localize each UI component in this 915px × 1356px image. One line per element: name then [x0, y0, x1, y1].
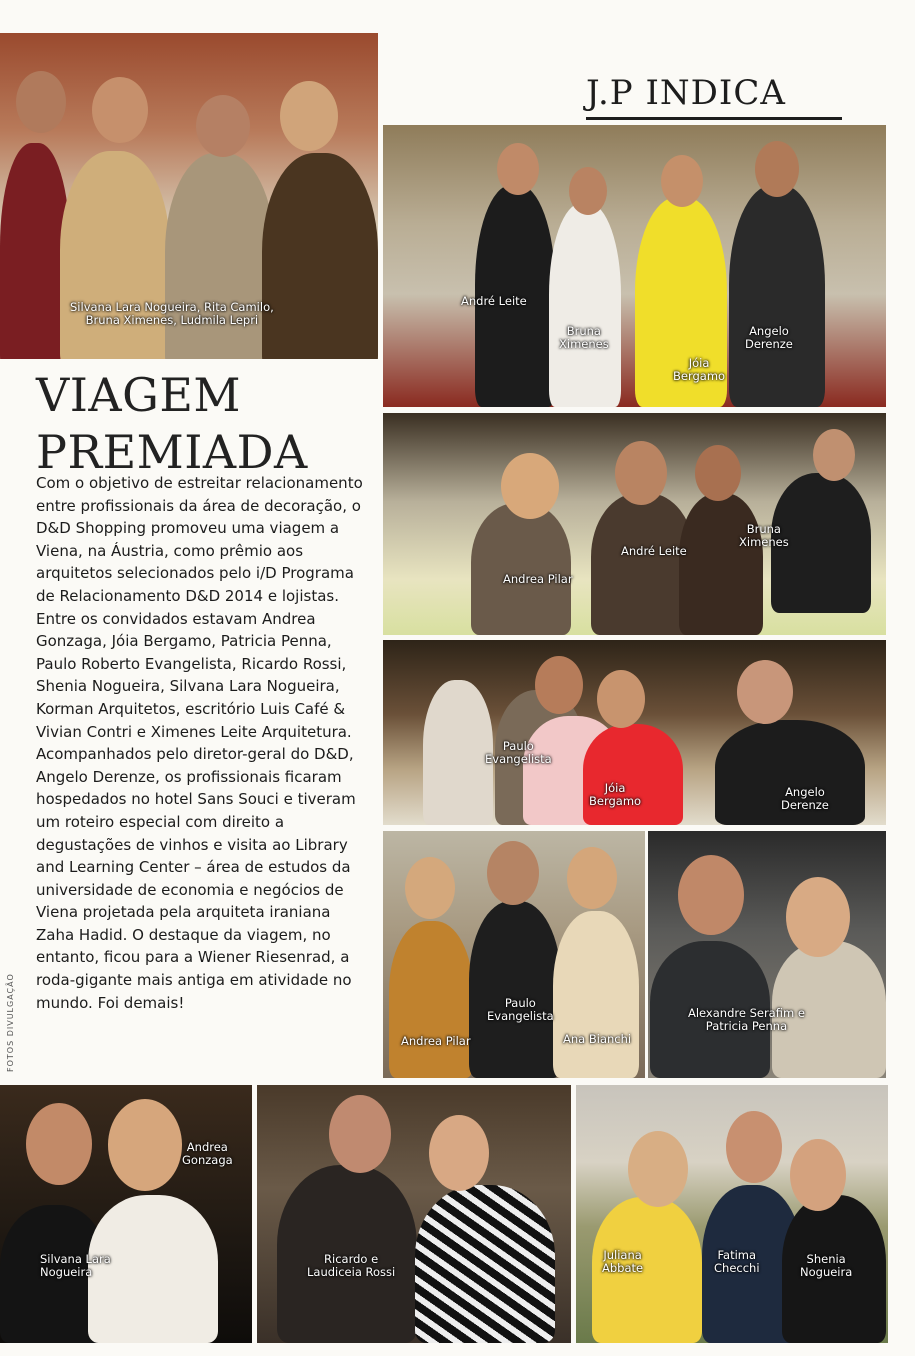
caption: Silvana Lara Nogueira — [40, 1252, 111, 1279]
caption: Angelo Derenze — [745, 324, 793, 351]
article-body: Com o objetivo de estreitar relacionamento entre profissionais da área de decoração, o D&D Shopping promoveu uma viagem a Viena, na Áustria, como prêmio aos arquitetos selecionados pelo i/D Programa de Relacionamento D&D 2014 e lojistas. Entre os convidados estavam Andrea Gonzaga, Jóia Bergamo, Patricia Penna, Paulo Roberto Evangelista, Ricardo Rossi, Shenia Nogueira, Silvana Lara Nogueira, Korman Arquitetos, escritório Luis Café & Vivian Contri e Ximenes Leite Arquitetura. Acompanhados pelo diretor-geral do D&D, Angelo Derenze, os profissionais ficaram hospedados no hotel Sans Souci e tiveram um roteiro especial com direito a degustações de vinhos e visita ao Library and Learning Center – área de estudos da universidade de economia e negócios de Viena projetada pela arquiteta iraniana Zaha Hadid. O destaque da viagem, no entanto, ficou para a Wiener Riesenrad, a roda-gigante mais antiga em atividade no mundo. Foi demais! — [36, 474, 363, 1012]
caption: Bruna Ximenes — [559, 324, 609, 351]
caption: Angelo Derenze — [781, 785, 829, 812]
caption: Andrea Pilar — [401, 1034, 471, 1048]
photo-staircase-group — [383, 125, 886, 407]
photo-restaurant — [383, 640, 886, 825]
photo-couple — [648, 831, 886, 1078]
photo-credit: FOTOS DIVULGAÇÃO — [6, 973, 15, 1072]
caption: André Leite — [461, 294, 527, 308]
caption: Ana Bianchi — [563, 1032, 632, 1046]
caption: Silvana Lara Nogueira, Rita Camilo, Bruna Ximenes, Ludmila Lepri — [70, 300, 274, 327]
caption: Alexandre Serafim e Patricia Penna — [688, 1006, 805, 1033]
photo-cafe-table — [383, 413, 886, 635]
section-header — [586, 74, 842, 120]
header-rule — [586, 117, 842, 120]
caption: Andrea Pilar — [503, 572, 573, 586]
article-title — [36, 367, 308, 481]
caption: Andrea Gonzaga — [182, 1140, 233, 1167]
caption: Ricardo e Laudiceia Rossi — [307, 1252, 396, 1279]
title-line: VIAGEM — [36, 368, 242, 422]
photo-outdoor-trio — [383, 831, 645, 1078]
caption: Paulo Evangelista — [487, 996, 554, 1023]
caption: Jóia Bergamo — [673, 356, 726, 383]
photo-two-women — [0, 1085, 252, 1343]
title-line: PREMIADA — [36, 425, 308, 479]
photo-rossi-couple — [257, 1085, 571, 1343]
caption: Jóia Bergamo — [589, 781, 642, 808]
caption: Shenia Nogueira — [800, 1252, 853, 1279]
photo-three-women — [576, 1085, 888, 1343]
caption: Juliana Abbate — [602, 1248, 644, 1275]
section-title: J.P INDICA — [586, 73, 786, 113]
caption: Fatima Checchi — [714, 1248, 760, 1275]
caption: Paulo Evangelista — [485, 739, 552, 766]
caption: André Leite — [621, 544, 687, 558]
photo-group-four-women — [0, 33, 378, 359]
caption: Bruna Ximenes — [739, 522, 789, 549]
